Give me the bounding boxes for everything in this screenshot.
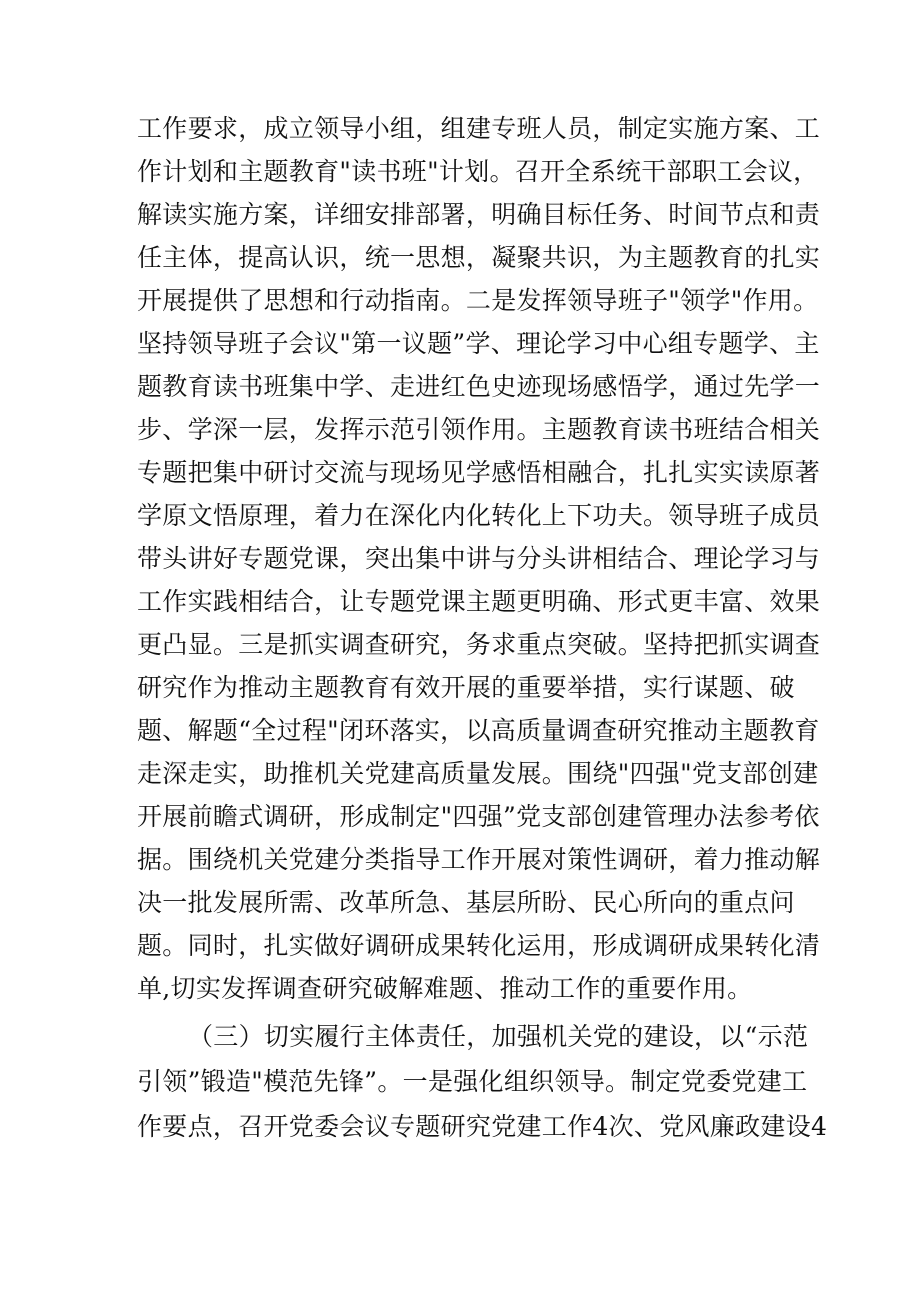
section-heading-line: （三）切实履行主体责任，加强机关党的建设，以“示范 [188,1022,809,1051]
text-line: 坚持领导班子会议"第一议题”学、理论学习中心组专题学、主 [137,329,820,358]
text-line: 专题把集中研讨交流与现场见学感悟相融合，扎扎实实读原著 [137,458,821,487]
text-line: 研究作为推动主题教育有效开展的重要举措，实行谋题、破 [137,673,795,702]
text-line: 开展提供了思想和行动指南。二是发挥领导班子"领学"作用。 [137,286,819,315]
text-line: 解读实施方案，详细安排部署，明确目标任务、时间节点和责 [137,200,821,229]
text-line: 作要点，召开党委会议专题研究党建工作4次、党风廉政建设4 [137,1112,828,1141]
text-line: 引领”锻造"模范先锋”。一是强化组织领导。制定党委党建工 [137,1067,808,1096]
text-line: 决一批发展所需、改革所急、基层所盼、民心所向的重点问 [137,888,795,917]
text-line: 单,切实发挥调查研究破解难题、推动工作的重要作用。 [137,974,753,1003]
text-line: 工作要求，成立领导小组，组建专班人员，制定实施方案、工 [137,114,821,143]
text-line: 带头讲好专题党课，突出集中讲与分头讲相结合、理论学习与 [137,544,821,573]
text-line: 步、学深一层，发挥示范引领作用。主题教育读书班结合相关 [137,415,821,444]
text-line: 据。围绕机关党建分类指导工作开展对策性调研，着力推动解 [137,845,821,874]
text-line: 更凸显。三是抓实调查研究，务求重点突破。坚持把抓实调查 [137,630,821,659]
text-line: 题、解题“全过程"闭环落实，以高质量调查研究推动主题教育 [137,716,820,745]
text-line: 走深走实，助推机关党建高质量发展。围绕"四强"党支部创建 [137,759,819,788]
text-line: 作计划和主题教育"读书班"计划。召开全系统干部职工会议， [137,157,819,186]
text-line: 题教育读书班集中学、走进红色史迹现场感悟学，通过先学一 [137,372,821,401]
text-line: 任主体，提高认识，统一思想，凝聚共识，为主题教育的扎实 [137,243,821,272]
text-line: 开展前瞻式调研，形成制定"四强”党支部创建管理办法参考依 [137,802,820,831]
text-line: 学原文悟原理，着力在深化内化转化上下功夫。领导班子成员 [137,501,821,530]
text-line: 题。同时，扎实做好调研成果转化运用，形成调研成果转化清 [137,931,821,960]
text-line: 工作实践相结合，让专题党课主题更明确、形式更丰富、效果 [137,587,821,616]
